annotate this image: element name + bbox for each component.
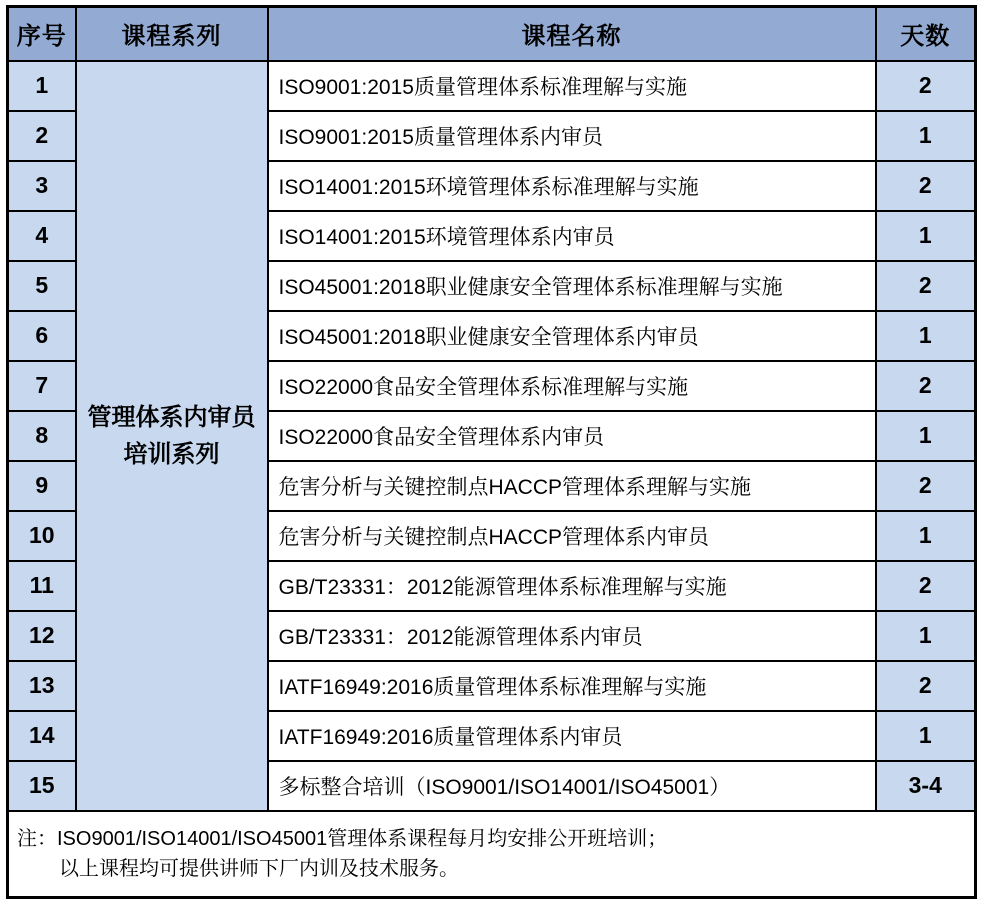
days-cell: 1	[876, 511, 976, 561]
days-cell: 1	[876, 411, 976, 461]
days-cell: 1	[876, 111, 976, 161]
series-line1: 管理体系内审员	[87, 403, 256, 431]
note-line2: 以上课程均可提供讲师下厂内训及技术服务。	[59, 857, 459, 880]
days-cell: 2	[876, 561, 976, 611]
days-cell: 2	[876, 61, 976, 111]
header-series: 课程系列	[76, 7, 268, 61]
course-name-cell: ISO22000食品安全管理体系标准理解与实施	[268, 361, 876, 411]
row-number-cell: 15	[8, 761, 76, 811]
note-cell	[8, 811, 976, 898]
days-cell: 2	[876, 661, 976, 711]
row-number-cell: 12	[8, 611, 76, 661]
course-name-cell: IATF16949:2016质量管理体系内审员	[268, 711, 876, 761]
course-name-cell: ISO14001:2015环境管理体系标准理解与实施	[268, 161, 876, 211]
note-line1: 注：ISO9001/ISO14001/ISO45001管理体系课程每月均安排公开班培训；	[17, 827, 668, 850]
table-row	[8, 61, 976, 111]
series-cell	[76, 61, 268, 811]
header-days: 天数	[876, 7, 976, 61]
days-cell: 1	[876, 611, 976, 661]
row-number-cell: 10	[8, 511, 76, 561]
course-name-cell: ISO9001:2015质量管理体系内审员	[268, 111, 876, 161]
series-line2: 培训系列	[123, 440, 220, 468]
row-number-cell: 1	[8, 61, 76, 111]
course-name-cell: IATF16949:2016质量管理体系标准理解与实施	[268, 661, 876, 711]
row-number-cell: 4	[8, 211, 76, 261]
days-cell: 2	[876, 461, 976, 511]
course-name-cell: 危害分析与关键控制点HACCP管理体系内审员	[268, 511, 876, 561]
days-cell: 3-4	[876, 761, 976, 811]
header-name: 课程名称	[268, 7, 876, 61]
course-name-cell: GB/T23331：2012能源管理体系标准理解与实施	[268, 561, 876, 611]
days-cell: 2	[876, 161, 976, 211]
course-table	[6, 5, 977, 899]
row-number-cell: 11	[8, 561, 76, 611]
row-number-cell: 14	[8, 711, 76, 761]
course-name-cell: ISO14001:2015环境管理体系内审员	[268, 211, 876, 261]
note-row	[8, 811, 976, 898]
course-name-cell: ISO9001:2015质量管理体系标准理解与实施	[268, 61, 876, 111]
days-cell: 2	[876, 261, 976, 311]
row-number-cell: 8	[8, 411, 76, 461]
header-no: 序号	[8, 7, 76, 61]
row-number-cell: 2	[8, 111, 76, 161]
row-number-cell: 5	[8, 261, 76, 311]
days-cell: 1	[876, 211, 976, 261]
row-number-cell: 3	[8, 161, 76, 211]
course-name-cell: 多标整合培训（ISO9001/ISO14001/ISO45001）	[268, 761, 876, 811]
row-number-cell: 7	[8, 361, 76, 411]
header-row	[8, 7, 976, 61]
course-name-cell: 危害分析与关键控制点HACCP管理体系理解与实施	[268, 461, 876, 511]
row-number-cell: 6	[8, 311, 76, 361]
days-cell: 1	[876, 311, 976, 361]
days-cell: 2	[876, 361, 976, 411]
row-number-cell: 13	[8, 661, 76, 711]
days-cell: 1	[876, 711, 976, 761]
course-name-cell: ISO22000食品安全管理体系内审员	[268, 411, 876, 461]
course-name-cell: ISO45001:2018职业健康安全管理体系标准理解与实施	[268, 261, 876, 311]
course-name-cell: ISO45001:2018职业健康安全管理体系内审员	[268, 311, 876, 361]
course-name-cell: GB/T23331：2012能源管理体系内审员	[268, 611, 876, 661]
row-number-cell: 9	[8, 461, 76, 511]
